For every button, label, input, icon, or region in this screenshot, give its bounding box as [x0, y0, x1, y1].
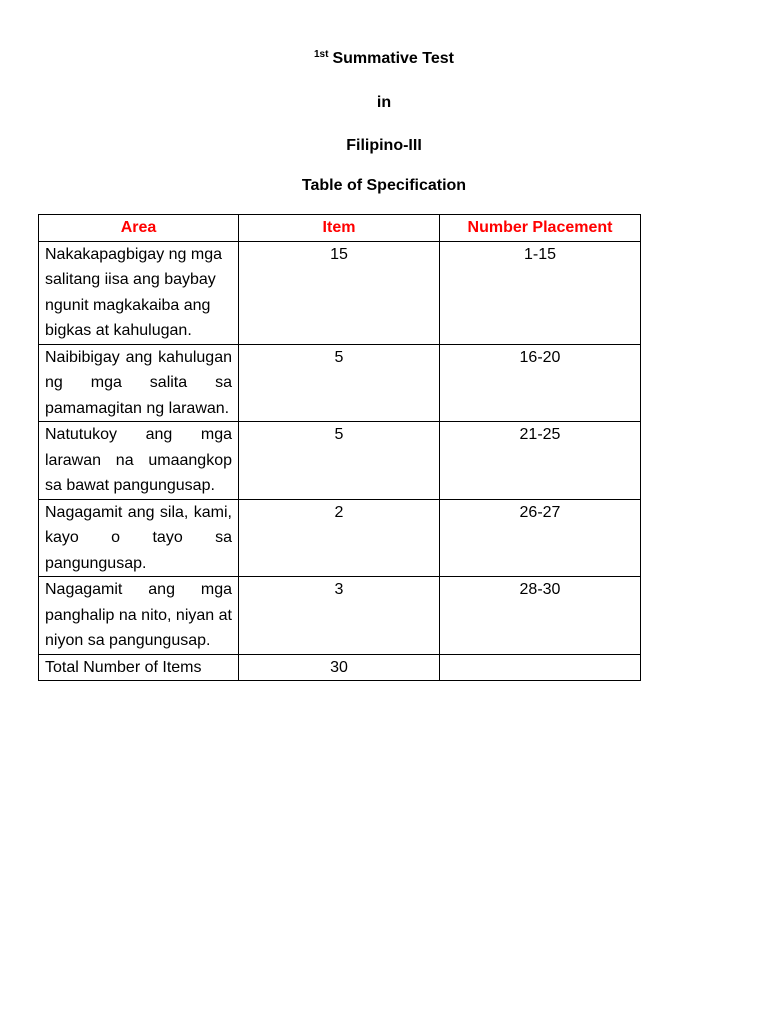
placement-cell: 21-25 — [440, 422, 641, 500]
area-cell: Nagagamit ang mga panghalip na nito, niyan at niyon sa pangungusap. — [39, 577, 239, 655]
placement-cell: 28-30 — [440, 577, 641, 655]
total-item-cell: 30 — [239, 654, 440, 681]
column-header-item: Item — [239, 215, 440, 242]
title-connector: in — [376, 94, 392, 111]
column-header-area: Area — [39, 215, 239, 242]
document-title — [0, 49, 768, 69]
specification-table — [38, 214, 641, 681]
area-cell: Nakakapagbigay ng mga salitang iisa ang baybay ngunit magkakaiba ang bigkas at kahulugan. — [39, 241, 239, 344]
subject-title: Filipino-III — [346, 137, 422, 154]
total-label-cell: Total Number of Items — [39, 654, 239, 681]
placement-cell: 1-15 — [440, 241, 641, 344]
table-row — [39, 241, 641, 344]
item-cell: 3 — [239, 577, 440, 655]
area-cell: Naibibigay ang kahulugan ng mga salita sa pamamagitan ng larawan. — [39, 344, 239, 422]
column-header-number-placement: Number Placement — [440, 215, 641, 242]
table-header-row — [39, 215, 641, 242]
placement-cell: 16-20 — [440, 344, 641, 422]
total-placement-cell — [440, 654, 641, 681]
table-row — [39, 499, 641, 577]
table-row — [39, 422, 641, 500]
placement-cell: 26-27 — [440, 499, 641, 577]
table-row — [39, 577, 641, 655]
item-cell: 2 — [239, 499, 440, 577]
total-row — [39, 654, 641, 681]
table-row — [39, 344, 641, 422]
item-cell: 15 — [239, 241, 440, 344]
item-cell: 5 — [239, 422, 440, 500]
item-cell: 5 — [239, 344, 440, 422]
title-text: Summative Test — [332, 50, 454, 67]
title-ordinal: 1st — [314, 48, 329, 60]
table-caption: Table of Specification — [301, 177, 467, 194]
area-cell: Natutukoy ang mga larawan na umaangkop sa bawat pangungusap. — [39, 422, 239, 500]
area-cell: Nagagamit ang sila, kami, kayo o tayo sa pangungusap. — [39, 499, 239, 577]
